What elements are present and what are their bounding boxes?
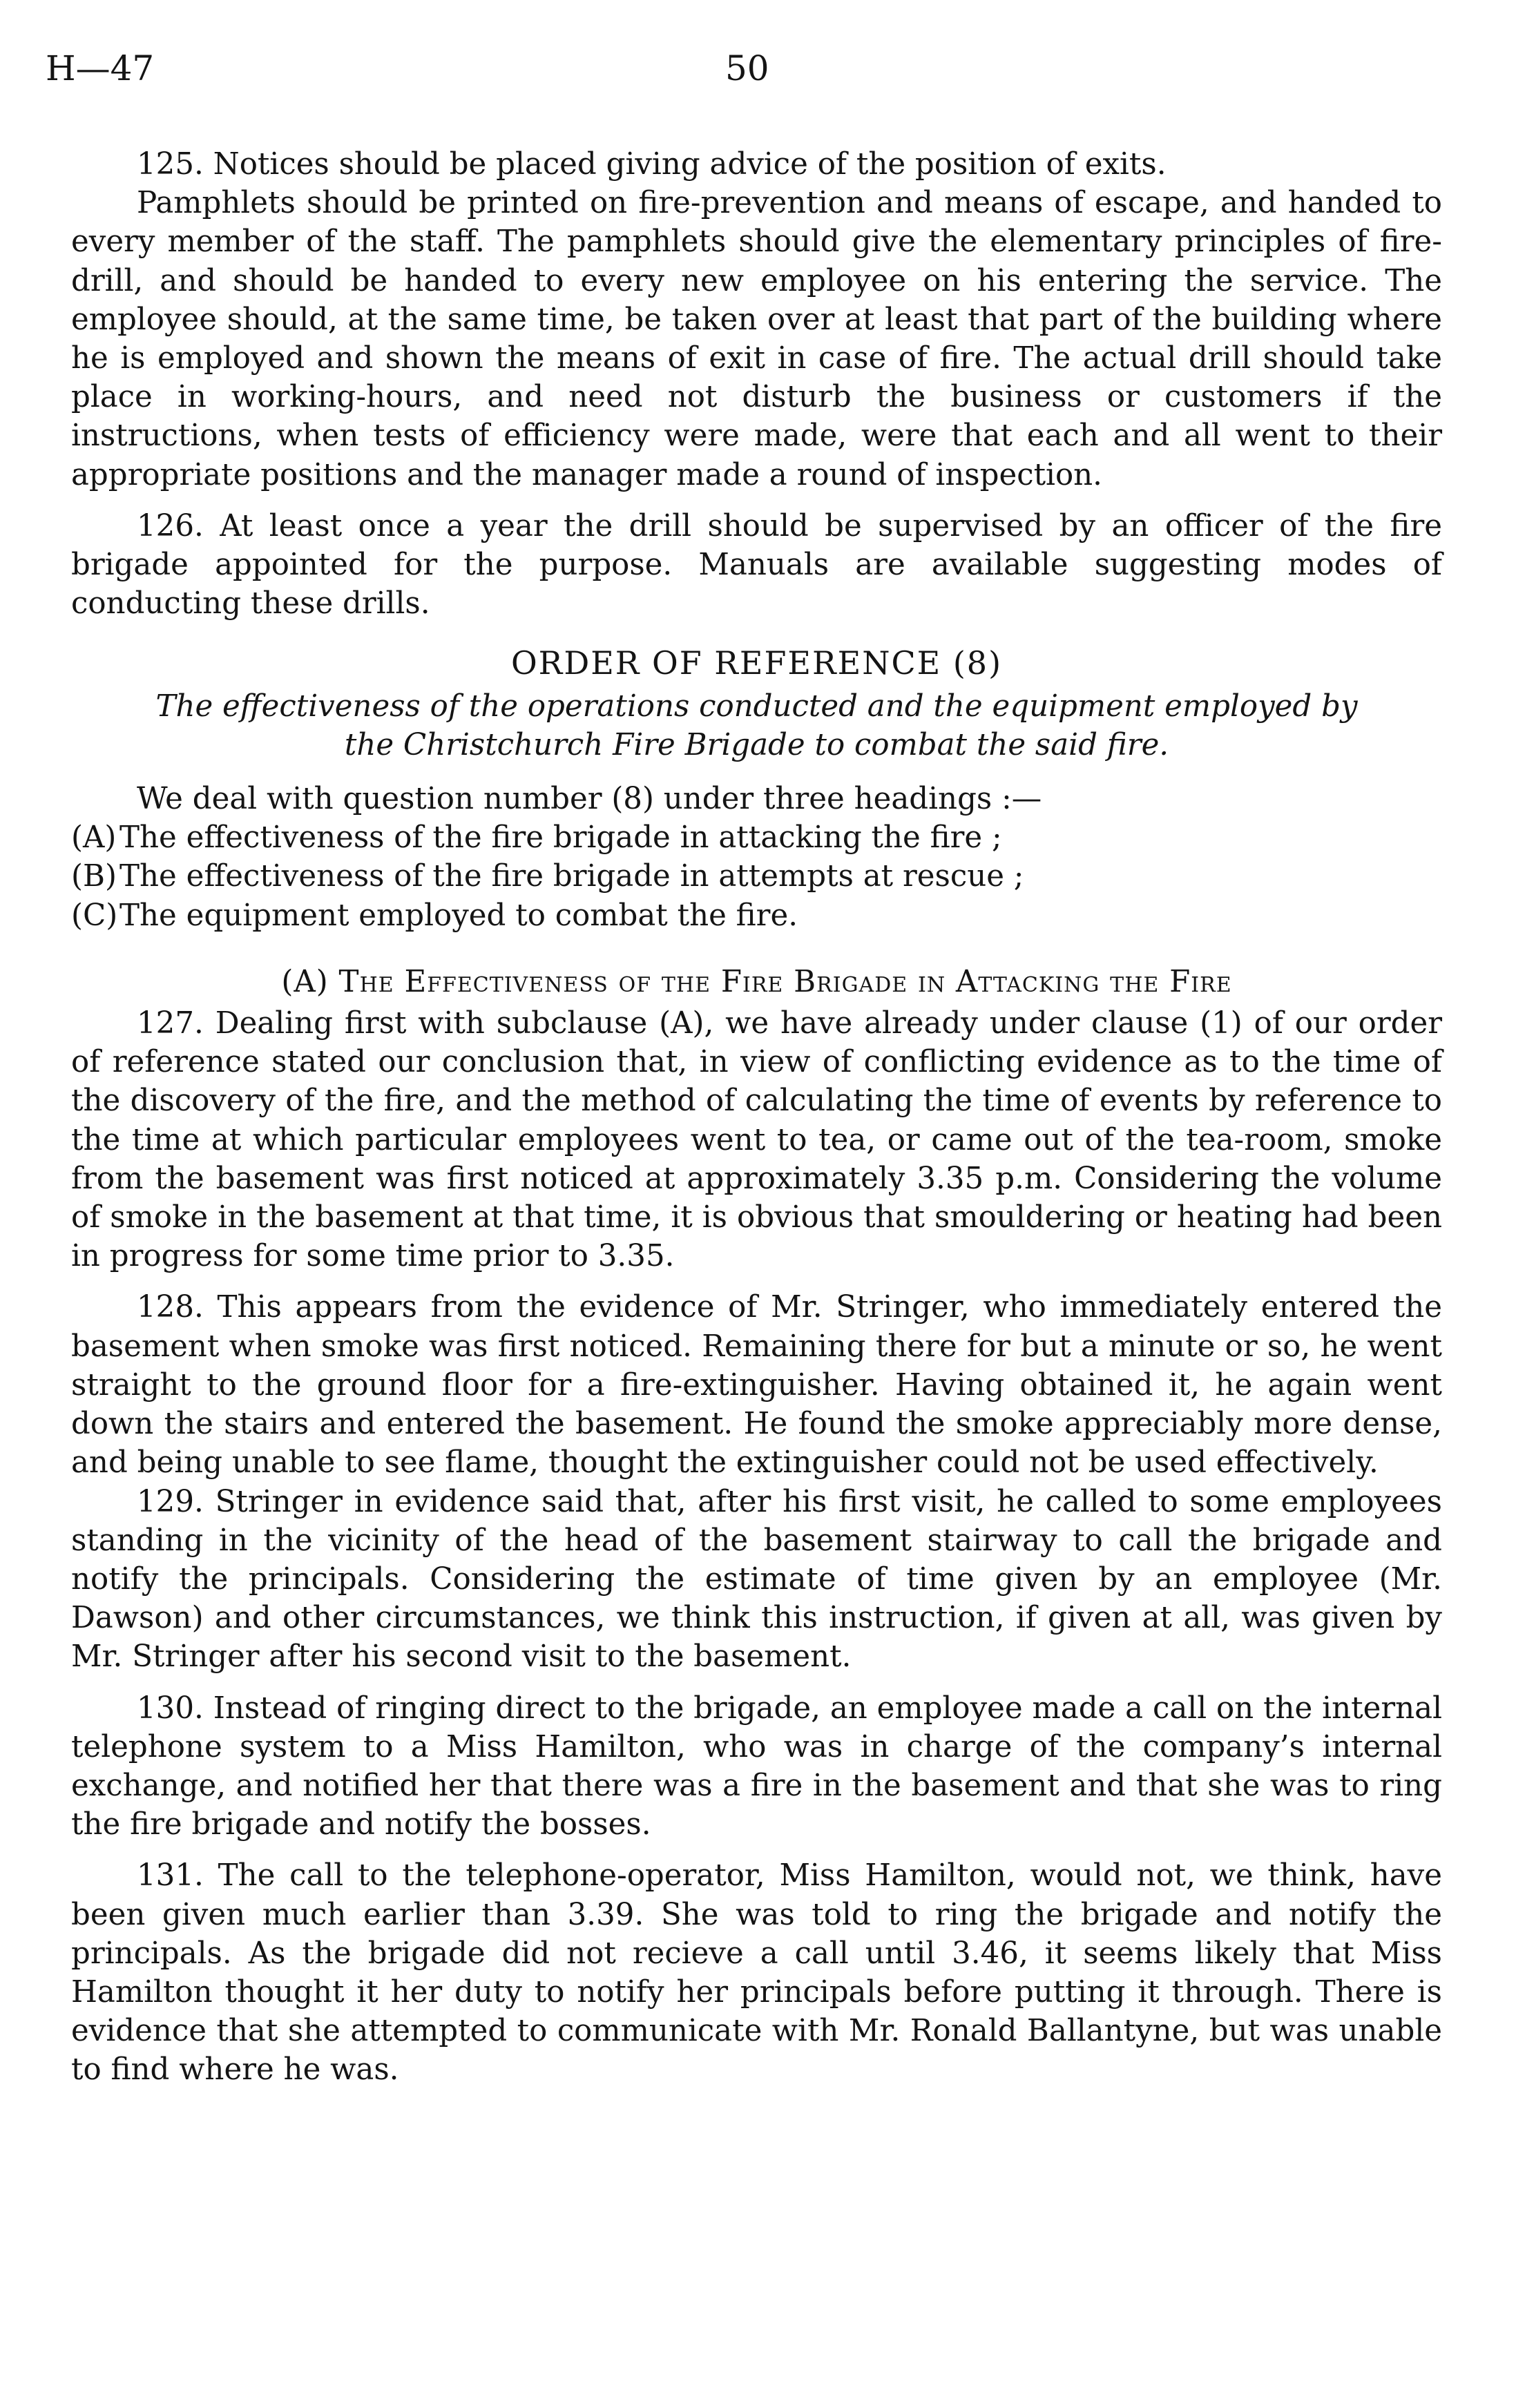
paragraph-125-continued: Pamphlets should be printed on fire-prevention and means of escape, and handed to every member of the staff. The pamphlets should give the elementary principles of fire-drill, and should be handed to every new employee on his entering the service. The employee should, at the same time, be taken over at least that part of the building where he is employed and shown the means of exit in case of fire. The actual drill should take place in working-hours, and need not disturb the business or customers if the instructions, when tests of efficiency were made, were that each and all went to their appropriate positions and the manager made a round of inspection. (71, 186, 1442, 492)
paragraph-128: 128. This appears from the evidence of Mr. Stringer, who immediately entered the basement when smoke was first noticed. Remaining there for but a minute or so, he went straight to the ground floor for a fire-extinguisher. Having obtained it, he again went down the stairs and entered the basement. He found the smoke appreciably more dense, and being unable to see flame, thought the extinguisher could not be used effectively. (71, 1290, 1442, 1481)
list-text: The equipment employed to combat the fire. (119, 898, 798, 933)
section-a-heading: (A) The Effectiveness of the Fire Brigade in Attacking the Fire (281, 964, 1232, 999)
page-number: 50 (725, 48, 769, 88)
list-marker: (B) (71, 859, 117, 894)
paragraph-125: 125. Notices should be placed giving advice of the position of exits. (137, 147, 1167, 182)
order-of-reference-subheading: The effectiveness of the operations conducted and the equipment employed by the Christchurch Fire Brigade to combat the said fire. (155, 688, 1358, 762)
paragraph-130: 130. Instead of ringing direct to the brigade, an employee made a call on the internal telephone system to a Miss Hamilton, who was in charge of the company’s internal exchange, and notified her that there was a fire in the basement and that she was to ring the fire brigade and notify the bosses. (71, 1691, 1442, 1842)
body-text (71, 145, 1442, 2090)
list-item (71, 818, 1442, 857)
list-text: The effectiveness of the fire brigade in attempts at rescue ; (119, 859, 1024, 894)
list-item (71, 896, 1442, 935)
paragraph-131: 131. The call to the telephone-operator, Miss Hamilton, would not, we think, have been given much earlier than 3.39. She was told to ring the brigade and notify the principals. As the brigade did not recieve a call until 3.46, it seems likely that Miss Hamilton thought it her duty to notify her principals before putting it through. There is evidence that she attempted to communicate with Mr. Ronald Ballantyne, but was unable to find where he was. (71, 1858, 1442, 2088)
headings-list (71, 818, 1442, 935)
document-reference: H—47 (46, 48, 155, 88)
list-text: The effectiveness of the fire brigade in attacking the fire ; (119, 820, 1002, 856)
paragraph-127: 127. Dealing first with subclause (A), we have already under clause (1) of our order of reference stated our conclusion that, in view of conflicting evidence as to the time of the discovery of the fire, and the method of calculating the time of events by reference to the time at which particular employees went to tea, or came out of the tea-room, smoke from the basement was first noticed at approximately 3.35 p.m. Considering the volume of smoke in the basement at that time, it is obvious that smouldering or heating had been in progress for some time prior to 3.35. (71, 1006, 1442, 1274)
list-item (71, 857, 1442, 896)
order-of-reference-heading: ORDER OF REFERENCE (8) (510, 644, 1003, 682)
paragraph-126: 126. At least once a year the drill should be supervised by an officer of the fire brigade appointed for the purpose. Manuals are available suggesting modes of conducting these drills. (71, 508, 1442, 622)
list-marker: (A) (71, 820, 117, 856)
list-marker: (C) (71, 898, 118, 933)
intro-paragraph: We deal with question number (8) under three headings :— (137, 782, 1042, 817)
paragraph-129: 129. Stringer in evidence said that, after his first visit, he called to some employees standing in the vicinity of the head of the basement stairway to call the brigade and notify the principals. Considering the estimate of time given by an employee (Mr. Dawson) and other circumstances, we think this instruction, if given at all, was given by Mr. Stringer after his second visit to the basement. (71, 1484, 1442, 1675)
